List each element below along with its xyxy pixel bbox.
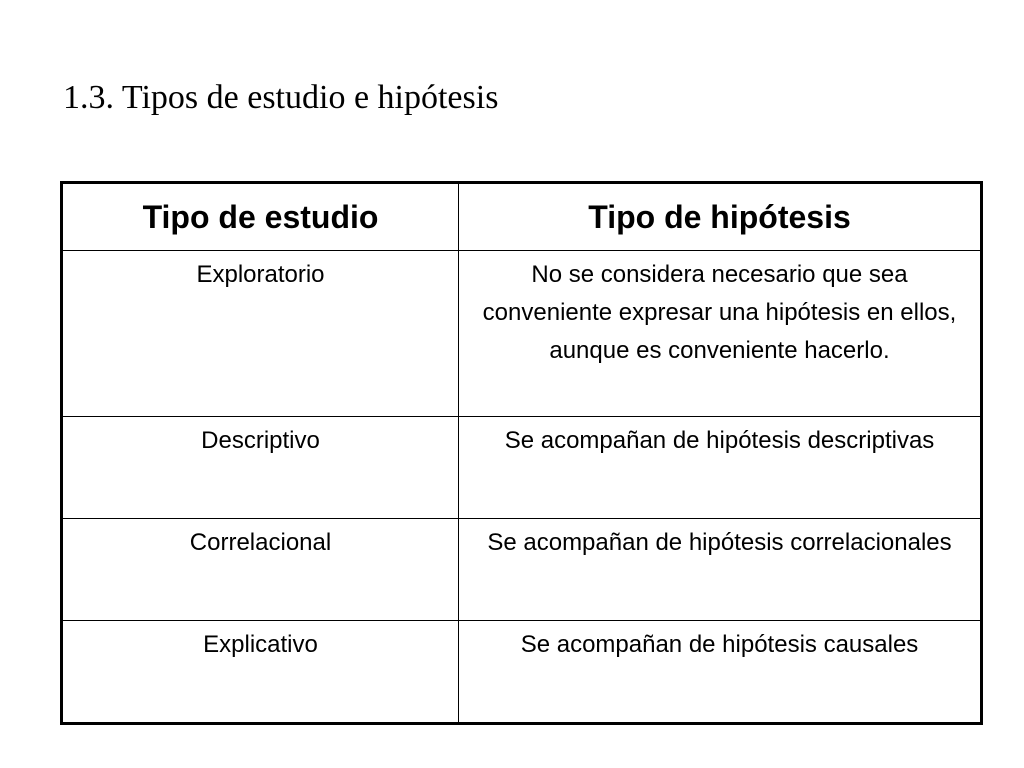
hypothesis-type-cell: Se acompañan de hipótesis descriptivas — [459, 417, 982, 519]
header-hypothesis-type: Tipo de hipótesis — [459, 183, 982, 251]
study-type-cell: Explicativo — [62, 621, 459, 724]
hypothesis-type-cell: Se acompañan de hipótesis causales — [459, 621, 982, 724]
table-row — [62, 251, 982, 417]
study-type-cell: Correlacional — [62, 519, 459, 621]
table-header-row — [62, 183, 982, 251]
table-row — [62, 417, 982, 519]
hypothesis-type-cell: No se considera necesario que sea conveniente expresar una hipótesis en ellos, aunque es conveniente hacerlo. — [459, 251, 982, 417]
study-type-cell: Exploratorio — [62, 251, 459, 417]
hypothesis-type-cell: Se acompañan de hipótesis correlacionales — [459, 519, 982, 621]
table-row — [62, 519, 982, 621]
header-study-type: Tipo de estudio — [62, 183, 459, 251]
slide-title: 1.3. Tipos de estudio e hipótesis — [63, 79, 499, 116]
study-type-cell: Descriptivo — [62, 417, 459, 519]
table-row — [62, 621, 982, 724]
study-hypothesis-table — [60, 181, 983, 725]
